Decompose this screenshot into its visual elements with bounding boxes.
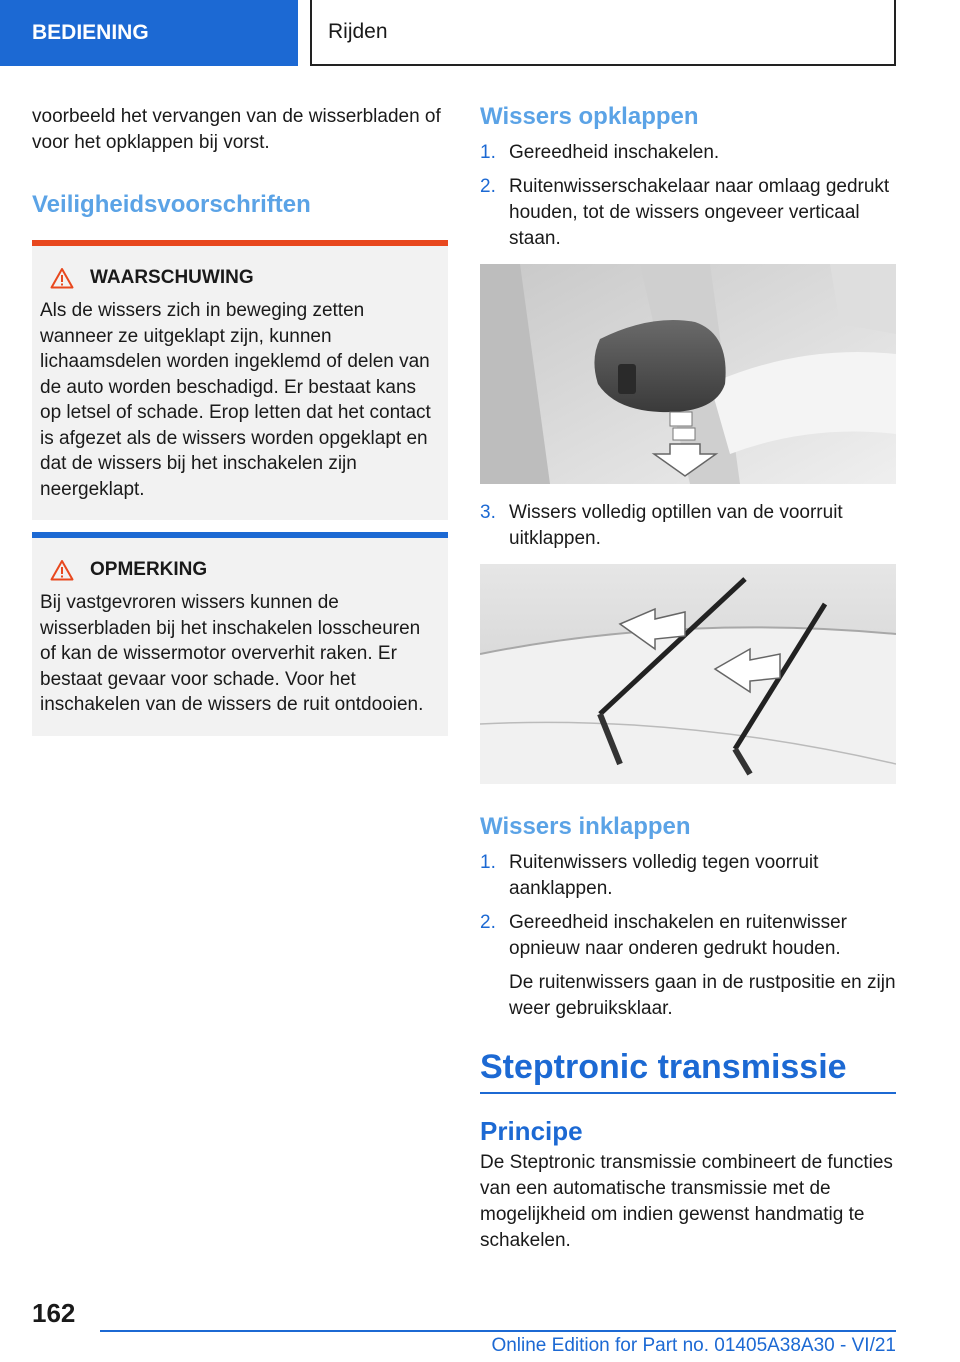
fold-down-heading: Wissers inklappen [480, 813, 691, 840]
page-header [0, 0, 960, 66]
fold-up-steps-continued [480, 500, 896, 552]
intro-text: voorbeeld het vervangen van de wisserbladen of voor het opklappen bij vorst. [32, 106, 441, 153]
list-item: 1. Gereedheid inschakelen. [480, 142, 720, 163]
fold-down-note: De ruitenwissers gaan in de rustpositie en zijn weer gebruiksklaar. [509, 972, 896, 1019]
list-item: 1. Ruitenwissers volledig tegen voorruit aanklappen. [480, 852, 819, 899]
warning-box [32, 240, 448, 520]
left-column [32, 100, 448, 736]
steptronic-heading: Steptronic transmissie [480, 1048, 847, 1086]
footer-rule [100, 1330, 896, 1332]
fold-up-steps [480, 140, 896, 252]
section-tab: BEDIENING [0, 0, 298, 66]
edition-text: Online Edition for Part no. 01405A38A30 - VI/21 [491, 1335, 896, 1356]
list-item: 2. Ruitenwisserschakelaar naar omlaag gedrukt houden, tot de wissers ongeveer verticaal staan. [480, 176, 890, 249]
list-item: 3. Wissers volledig optillen van de voorruit uitklappen. [480, 502, 843, 549]
warning-triangle-icon [50, 559, 74, 581]
notice-box [32, 532, 448, 736]
principle-text: De Steptronic transmissie combineert de functies van een automatische transmissie met de mogelijkheid om indien gewenst handmatig te schakelen. [480, 1152, 893, 1251]
principle-heading: Principe [480, 1116, 583, 1146]
windscreen-wipers-illustration [480, 564, 896, 784]
steptronic-rule [480, 1092, 896, 1094]
right-column [480, 100, 896, 1254]
fold-down-steps [480, 850, 896, 962]
chapter-tab: Rijden [310, 0, 896, 66]
warning-title: WAARSCHUWING [90, 267, 254, 288]
list-item: 2. Gereedheid inschakelen en ruitenwisser opnieuw naar onderen gedrukt houden. [480, 912, 847, 959]
safety-heading: Veiligheidsvoorschriften [32, 191, 311, 218]
warning-triangle-icon [50, 267, 74, 289]
notice-title: OPMERKING [90, 559, 208, 580]
fold-up-heading: Wissers opklappen [480, 103, 699, 130]
wiper-lever-illustration [480, 264, 896, 484]
page-number: 162 [32, 1298, 76, 1328]
notice-text: Bij vastgevroren wissers kunnen de wisserbladen bij het inschakelen losscheuren of kan de wissermotor oververhit raken. Er bestaat gevaar voor schade. Voor het inschakelen van de wissers de ruit ontdooien. [40, 592, 424, 715]
warning-text: Als de wissers zich in beweging zetten wanneer ze uitgeklapt zijn, kunnen lichaamsdelen worden ingeklemd of delen van de auto worden beschadigd. Er bestaat kans op letsel of schade. Erop letten dat het contact is afgezet als de wissers worden opgeklapt en dat de wissers bij het inschakelen zijn neergeklapt. [40, 300, 431, 500]
